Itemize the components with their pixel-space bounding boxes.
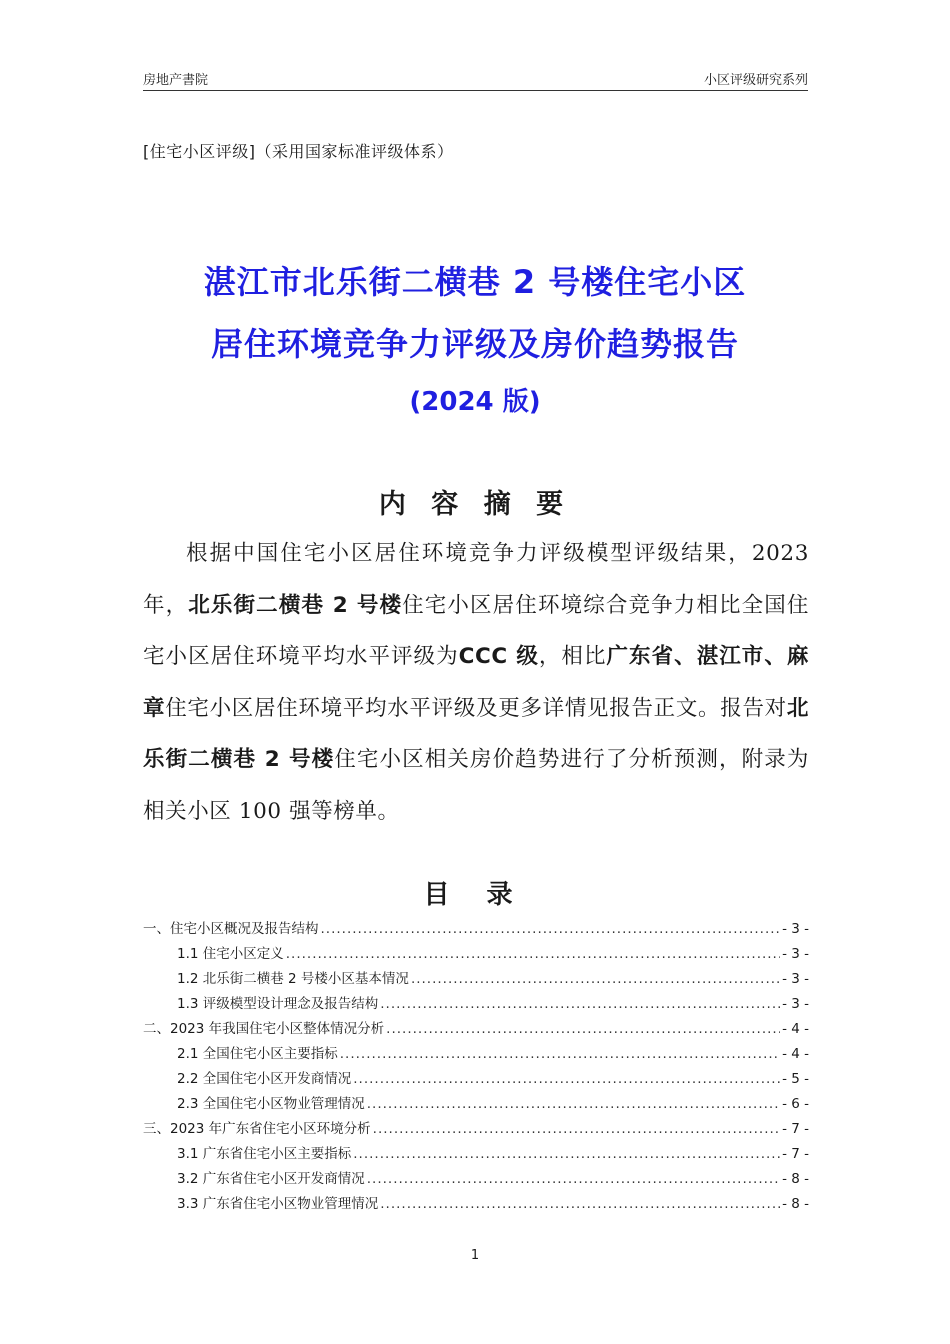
- toc-entry[interactable]: [143, 1017, 809, 1042]
- toc-entry-page: - 4 -: [782, 1021, 809, 1037]
- toc-entry-page: - 6 -: [782, 1096, 809, 1112]
- toc-entry-page: - 3 -: [782, 996, 809, 1012]
- toc-leader: [353, 1146, 780, 1162]
- toc-entry-page: - 7 -: [782, 1146, 809, 1162]
- toc-entry-label: 1.2 北乐街二横巷 2 号楼小区基本情况: [177, 971, 409, 987]
- toc-entry-label: 1.3 评级模型设计理念及报告结构: [177, 996, 379, 1012]
- toc-entry[interactable]: [143, 1142, 809, 1167]
- abstract-text: 根据中国住宅小区居住环境竞争力评级模型评级结果，2023 年，: [143, 541, 809, 618]
- header-publisher: 房地产書院: [143, 73, 209, 88]
- page-number: 1: [470, 1248, 480, 1263]
- toc-leader: [353, 1071, 780, 1087]
- toc-entry[interactable]: [143, 1042, 809, 1067]
- toc-leader: [286, 946, 780, 962]
- toc-leader: [321, 921, 781, 937]
- toc-entry-page: - 5 -: [782, 1071, 809, 1087]
- toc-entry[interactable]: [143, 1117, 809, 1142]
- report-title-line1: 湛江市北乐街二横巷 2 号楼住宅小区: [203, 263, 747, 301]
- toc-entry-label: 3.1 广东省住宅小区主要指标: [177, 1146, 352, 1162]
- toc-entry-page: - 3 -: [782, 921, 809, 937]
- abstract-paragraph: [143, 528, 809, 837]
- toc-leader: [340, 1046, 780, 1062]
- page-header: [143, 66, 808, 91]
- abstract-text: 住宅小区相关房价趋势进行了分析预测，附录为相关小区 100 强等榜单。: [143, 747, 809, 824]
- toc-entry[interactable]: [143, 1067, 809, 1092]
- toc-entry-page: - 8 -: [782, 1171, 809, 1187]
- abstract-text: 住宅小区居住环境平均水平评级及更多详情见报告正文。报告对: [165, 695, 787, 721]
- toc-entry[interactable]: [143, 992, 809, 1017]
- abstract-heading: 内 容 摘 要: [378, 489, 572, 520]
- toc-leader: [386, 1021, 780, 1037]
- toc-entry-label: 三、2023 年广东省住宅小区环境分析: [143, 1121, 371, 1137]
- toc-leader: [373, 1121, 780, 1137]
- header-series: 小区评级研究系列: [703, 73, 808, 88]
- report-title-line2: 居住环境竞争力评级及房价趋势报告: [210, 325, 739, 363]
- toc-entry-page: - 3 -: [782, 971, 809, 987]
- toc-leader: [367, 1171, 780, 1187]
- toc-heading: 目 录: [423, 880, 527, 910]
- toc-entry[interactable]: [143, 1192, 809, 1217]
- toc-entry-label: 2.3 全国住宅小区物业管理情况: [177, 1096, 365, 1112]
- toc-entry-label: 二、2023 年我国住宅小区整体情况分析: [143, 1021, 385, 1037]
- toc-leader: [411, 971, 780, 987]
- toc-entry[interactable]: [143, 967, 809, 992]
- abstract-text: 住宅小区居住环境综合竞争力相比全国住宅小区居住环境平均水平评级为: [143, 592, 810, 669]
- toc-entry[interactable]: [143, 1167, 809, 1192]
- toc-leader: [367, 1096, 780, 1112]
- report-category-tag: [住宅小区评级]（采用国家标准评级体系）: [143, 142, 454, 161]
- abstract-rating: CCC 级: [458, 644, 539, 669]
- abstract-bold-text: 广东省、湛江市、麻章: [143, 644, 809, 721]
- abstract-bold-text: 北乐街二横巷 2 号楼: [143, 695, 809, 772]
- toc-entry-page: - 7 -: [782, 1121, 809, 1137]
- toc-leader: [380, 1196, 780, 1212]
- toc-entry-label: 2.1 全国住宅小区主要指标: [177, 1046, 338, 1062]
- toc-entry-page: - 4 -: [782, 1046, 809, 1062]
- toc-entry-label: 2.2 全国住宅小区开发商情况: [177, 1071, 352, 1087]
- toc-entry[interactable]: [143, 917, 809, 942]
- abstract-bold-text: 北乐街二横巷 2 号楼: [188, 592, 403, 618]
- toc-entry[interactable]: [143, 942, 809, 967]
- toc-entry-label: 一、住宅小区概况及报告结构: [143, 921, 319, 937]
- report-edition: (2024 版): [409, 387, 541, 417]
- toc-entry[interactable]: [143, 1092, 809, 1117]
- toc-leader: [380, 996, 780, 1012]
- toc-entry-label: 1.1 住宅小区定义: [177, 946, 284, 962]
- toc-entry-page: - 3 -: [782, 946, 809, 962]
- toc-entry-page: - 8 -: [782, 1196, 809, 1212]
- table-of-contents: [143, 917, 809, 1217]
- toc-entry-label: 3.3 广东省住宅小区物业管理情况: [177, 1196, 379, 1212]
- abstract-text: ，相比: [538, 644, 607, 669]
- toc-entry-label: 3.2 广东省住宅小区开发商情况: [177, 1171, 365, 1187]
